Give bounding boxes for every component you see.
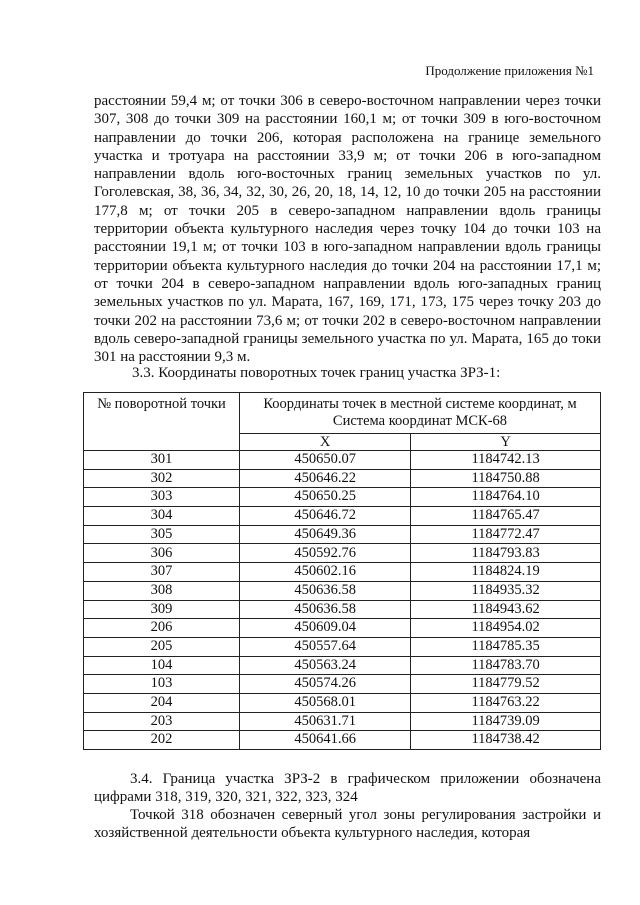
- cell-x-coordinate: 450636.58: [240, 600, 411, 619]
- table-row: [84, 731, 601, 750]
- column-header-y: Y: [411, 434, 601, 451]
- cell-x-coordinate: 450602.16: [240, 563, 411, 582]
- cell-x-coordinate: 450636.58: [240, 581, 411, 600]
- table-row: [84, 600, 601, 619]
- cell-y-coordinate: 1184750.88: [411, 469, 601, 488]
- cell-point-number: 305: [84, 525, 240, 544]
- cell-point-number: 103: [84, 675, 240, 694]
- cell-x-coordinate: 450649.36: [240, 525, 411, 544]
- cell-x-coordinate: 450592.76: [240, 544, 411, 563]
- cell-y-coordinate: 1184935.32: [411, 581, 601, 600]
- cell-point-number: 308: [84, 581, 240, 600]
- cell-x-coordinate: 450646.22: [240, 469, 411, 488]
- table-row: [84, 619, 601, 638]
- section-3-3-heading: 3.3. Координаты поворотных точек границ участка ЗРЗ-1:: [132, 365, 501, 381]
- cell-y-coordinate: 1184783.70: [411, 656, 601, 675]
- cell-point-number: 303: [84, 488, 240, 507]
- cell-x-coordinate: 450563.24: [240, 656, 411, 675]
- table-row: [84, 544, 601, 563]
- table-row: [84, 488, 601, 507]
- cell-y-coordinate: 1184763.22: [411, 693, 601, 712]
- table-row: [84, 693, 601, 712]
- table-row: [84, 637, 601, 656]
- table-row: [84, 469, 601, 488]
- cell-y-coordinate: 1184954.02: [411, 619, 601, 638]
- cell-y-coordinate: 1184772.47: [411, 525, 601, 544]
- table-row: [84, 563, 601, 582]
- table-row: [84, 712, 601, 731]
- cell-point-number: 309: [84, 600, 240, 619]
- section-3-4-paragraph: 3.4. Граница участка ЗРЗ-2 в графическом приложении обозначена цифрами 318, 319, 320, 321, 322, 323, 324: [94, 771, 601, 806]
- boundary-description-paragraph: расстоянии 59,4 м; от точки 306 в северо-восточном направлении через точки 307, 308 до точки 309 на расстоянии 160,1 м; от точки 309 в юго-восточном направлении до точки 206, которая расположена на границе земельного участка и тротуара на расстоянии 33,9 м; от точки 206 в юго-западном направлении вдоль юго-восточных границ земельных участков по ул. Гоголевская, 38, 36, 34, 32, 30, 26, 20, 18, 14, 12, 10 до точки 205 на расстоянии 177,8 м; от точки 205 в северо-западном направлении вдоль границы территории объекта культурного наследия через точку 104 до точки 103 на расстоянии 19,1 м; от точки 103 в юго-западном направлении вдоль границы территории объекта культурного наследия до точки 204 на расстоянии 17,1 м; от точки 204 в северо-западном направлении вдоль юго-западных границ земельных участков по ул. Марата, 167, 169, 171, 173, 175 через точку 203 до точки 202 на расстоянии 73,6 м; от точки 202 в северо-восточном направлении вдоль северо-западной границы земельного участка по ул. Марата, 165 до токи 301 на расстоянии 9,3 м.: [94, 93, 601, 366]
- cell-y-coordinate: 1184824.19: [411, 563, 601, 582]
- table-row: [84, 581, 601, 600]
- cell-x-coordinate: 450631.71: [240, 712, 411, 731]
- column-header-coordinates: Координаты точек в местной системе координат, м Система координат МСК-68: [240, 393, 601, 434]
- cell-x-coordinate: 450568.01: [240, 693, 411, 712]
- column-header-point-number: № поворотной точки: [84, 393, 240, 451]
- cell-point-number: 306: [84, 544, 240, 563]
- coordinates-table-header: [84, 393, 601, 451]
- column-header-x: X: [240, 434, 411, 451]
- cell-y-coordinate: 1184785.35: [411, 637, 601, 656]
- cell-y-coordinate: 1184764.10: [411, 488, 601, 507]
- cell-x-coordinate: 450641.66: [240, 731, 411, 750]
- cell-y-coordinate: 1184738.42: [411, 731, 601, 750]
- cell-point-number: 205: [84, 637, 240, 656]
- point-318-description-paragraph: Точкой 318 обозначен северный угол зоны регулирования застройки и хозяйственной деятельности объекта культурного наследия, которая: [94, 807, 601, 842]
- coordinates-table-body: [84, 451, 601, 750]
- cell-y-coordinate: 1184943.62: [411, 600, 601, 619]
- cell-point-number: 202: [84, 731, 240, 750]
- cell-x-coordinate: 450609.04: [240, 619, 411, 638]
- cell-x-coordinate: 450646.72: [240, 507, 411, 526]
- cell-point-number: 304: [84, 507, 240, 526]
- cell-point-number: 301: [84, 451, 240, 470]
- cell-point-number: 302: [84, 469, 240, 488]
- cell-x-coordinate: 450650.25: [240, 488, 411, 507]
- table-row: [84, 507, 601, 526]
- cell-y-coordinate: 1184739.09: [411, 712, 601, 731]
- table-row: [84, 656, 601, 675]
- cell-x-coordinate: 450650.07: [240, 451, 411, 470]
- table-row: [84, 675, 601, 694]
- table-row: [84, 451, 601, 470]
- cell-y-coordinate: 1184765.47: [411, 507, 601, 526]
- cell-point-number: 206: [84, 619, 240, 638]
- cell-x-coordinate: 450574.26: [240, 675, 411, 694]
- cell-x-coordinate: 450557.64: [240, 637, 411, 656]
- appendix-continuation-note: Продолжение приложения №1: [425, 63, 594, 78]
- table-row: [84, 525, 601, 544]
- cell-y-coordinate: 1184742.13: [411, 451, 601, 470]
- cell-point-number: 204: [84, 693, 240, 712]
- coordinates-table: [83, 392, 601, 750]
- cell-y-coordinate: 1184779.52: [411, 675, 601, 694]
- cell-point-number: 203: [84, 712, 240, 731]
- cell-y-coordinate: 1184793.83: [411, 544, 601, 563]
- cell-point-number: 104: [84, 656, 240, 675]
- cell-point-number: 307: [84, 563, 240, 582]
